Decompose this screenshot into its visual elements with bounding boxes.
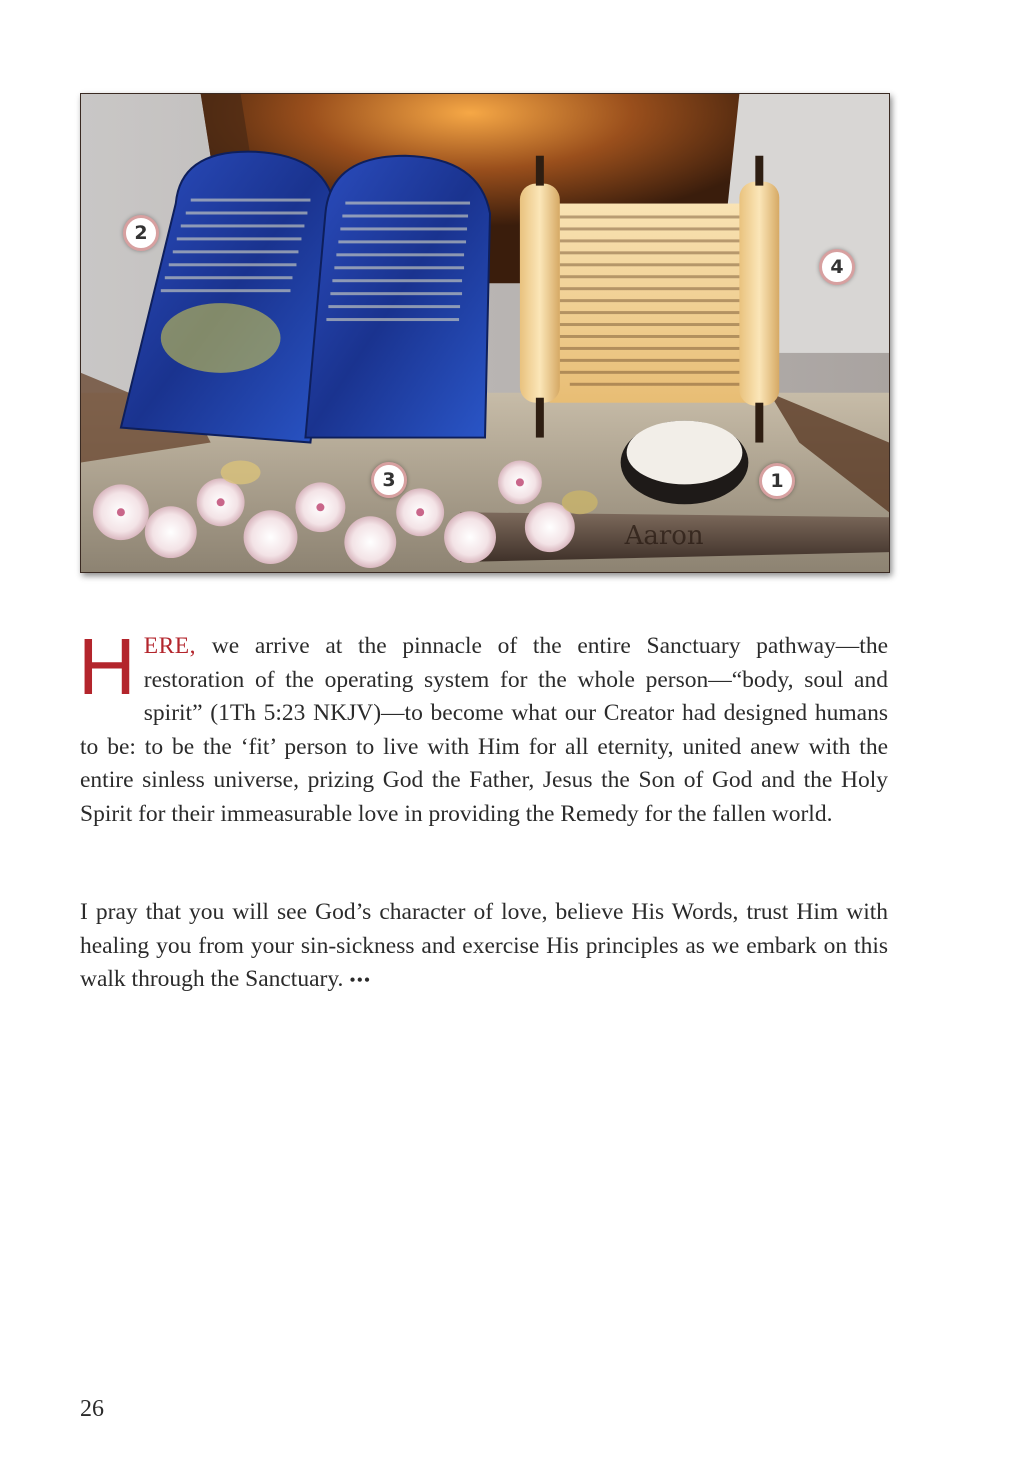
intro-paragraph	[78, 622, 888, 832]
drop-cap: H	[78, 622, 136, 711]
ark-contents-image	[81, 94, 889, 572]
paragraph-text-part1: we arrive at the pinnacle of the entire Sanctuary pathway—the restoration of the operating system for the whole person—“body, soul and spirit” (1Th 5:23	[143, 633, 888, 727]
sanctuary-illustration	[80, 93, 890, 573]
callout-marker-3: 3	[371, 462, 407, 498]
lead-in-word: ERE,	[143, 633, 197, 659]
aaron-staff-inscription: Aaron	[624, 521, 704, 552]
callout-marker-1: 1	[759, 463, 795, 499]
end-mark: •••	[349, 970, 372, 991]
prayer-paragraph	[80, 896, 888, 998]
paragraph-text-part2: )—to become what our Creator had designed humans to be: to be the ‘fit’ person to live with Him for all eternity, united anew with the entire sinless universe, prizing God the Father, Jesus the Son of God and the Holy Spirit for their immeasurable love in providing the Remedy for the fallen world.	[80, 700, 888, 827]
callout-marker-2: 2	[123, 215, 159, 251]
bible-version-abbrev: NKJV	[313, 700, 374, 727]
prayer-text: I pray that you will see God’s character of love, believe His Words, trust Him with healing you from your sin-sickness and exercise His principles as we embark on this walk through the Sanctuary.	[80, 899, 888, 993]
callout-marker-4: 4	[819, 249, 855, 285]
page-number: 26	[80, 1396, 104, 1422]
